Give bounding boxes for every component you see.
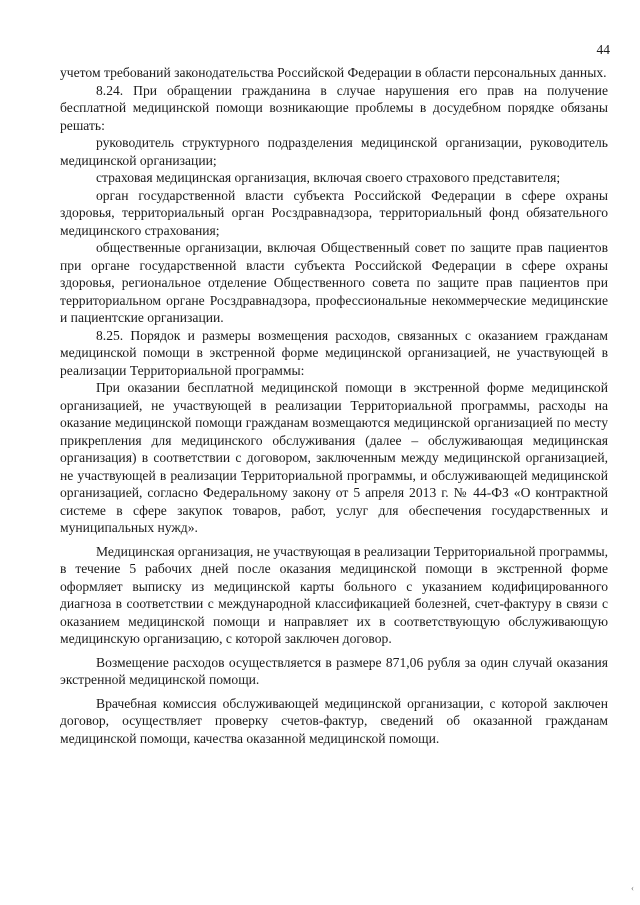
paragraph-body: Медицинская организация, не участвующая в реализации Территориальной программы, в течение 5 рабочих дней после оказания медицинской помощи в экстренной форме оформляет выписку из медицинской карты больного с указанием кодифицированного диагноза в соответствии с международной классификацией болезней, счет-фактуру в связи с оказанием медицинской помощи и направляет их в соответствующую обслуживающую медицинскую организацию, с которой заключен договор. [60,543,608,646]
document-body [60,64,608,747]
paragraph-continuation: учетом требований законодательства Российской Федерации в области персональных данных. [60,65,607,80]
paragraph-body: При оказании бесплатной медицинской помощи в экстренной форме медицинской организацией, не участвующей в реализации Территориальной программы, расходы на оказание медицинской помощи гражданам возмещаются медицинской организацией по месту прикрепления для медицинского обслуживания (далее – обслуживающая медицинская организация) в соответствии с договором, заключенным между медицинской организацией, не участвующей в реализации Территориальной программы, и обслуживающей медицинской организацией, согласно Федеральному закону от 5 апреля 2013 г. № 44-ФЗ «О контрактной системе в сфере закупок товаров, работ, услуг для обеспечения государственных и муниципальных нужд». [60,380,608,535]
paragraph-body: Врачебная комиссия обслуживающей медицинской организации, с которой заключен договор, осуществляет проверку счетов-фактур, сведений об оказанной гражданам медицинской помощи, качества оказанной медицинской помощи. [60,695,608,746]
paragraph-list-item: общественные организации, включая Общественный совет по защите прав пациентов при органе государственной власти субъекта Российской Федерации в сфере охраны здоровья, региональное отделение Общественного совета по защите прав пациентов при территориальном органе Росздравнадзора, профессиональные некоммерческие медицинские и пациентские организации. [60,240,608,325]
paragraph-8-25: 8.25. Порядок и размеры возмещения расходов, связанных с оказанием гражданам медицинской помощи в экстренной форме медицинской организацией, не участвующей в реализации Территориальной программы: [60,327,608,378]
paragraph-list-item: орган государственной власти субъекта Российской Федерации в сфере охраны здоровья, территориальный орган Росздравнадзора, территориальный фонд обязательного медицинского страхования; [60,187,608,238]
paragraph-list-item: страховая медицинская организация, включая своего страхового представителя; [96,170,561,185]
page-number: 44 [596,42,610,57]
paragraph-8-24: 8.24. При обращении гражданина в случае нарушения его прав на получение бесплатной медицинской помощи возникающие проблемы в досудебном порядке обязаны решать: [60,82,608,133]
corner-mark: ‹ [631,883,634,893]
paragraph-body: Возмещение расходов осуществляется в размере 871,06 рубля за один случай оказания экстренной медицинской помощи. [60,654,608,687]
paragraph-list-item: руководитель структурного подразделения медицинской организации, руководитель медицинской организации; [60,135,608,168]
